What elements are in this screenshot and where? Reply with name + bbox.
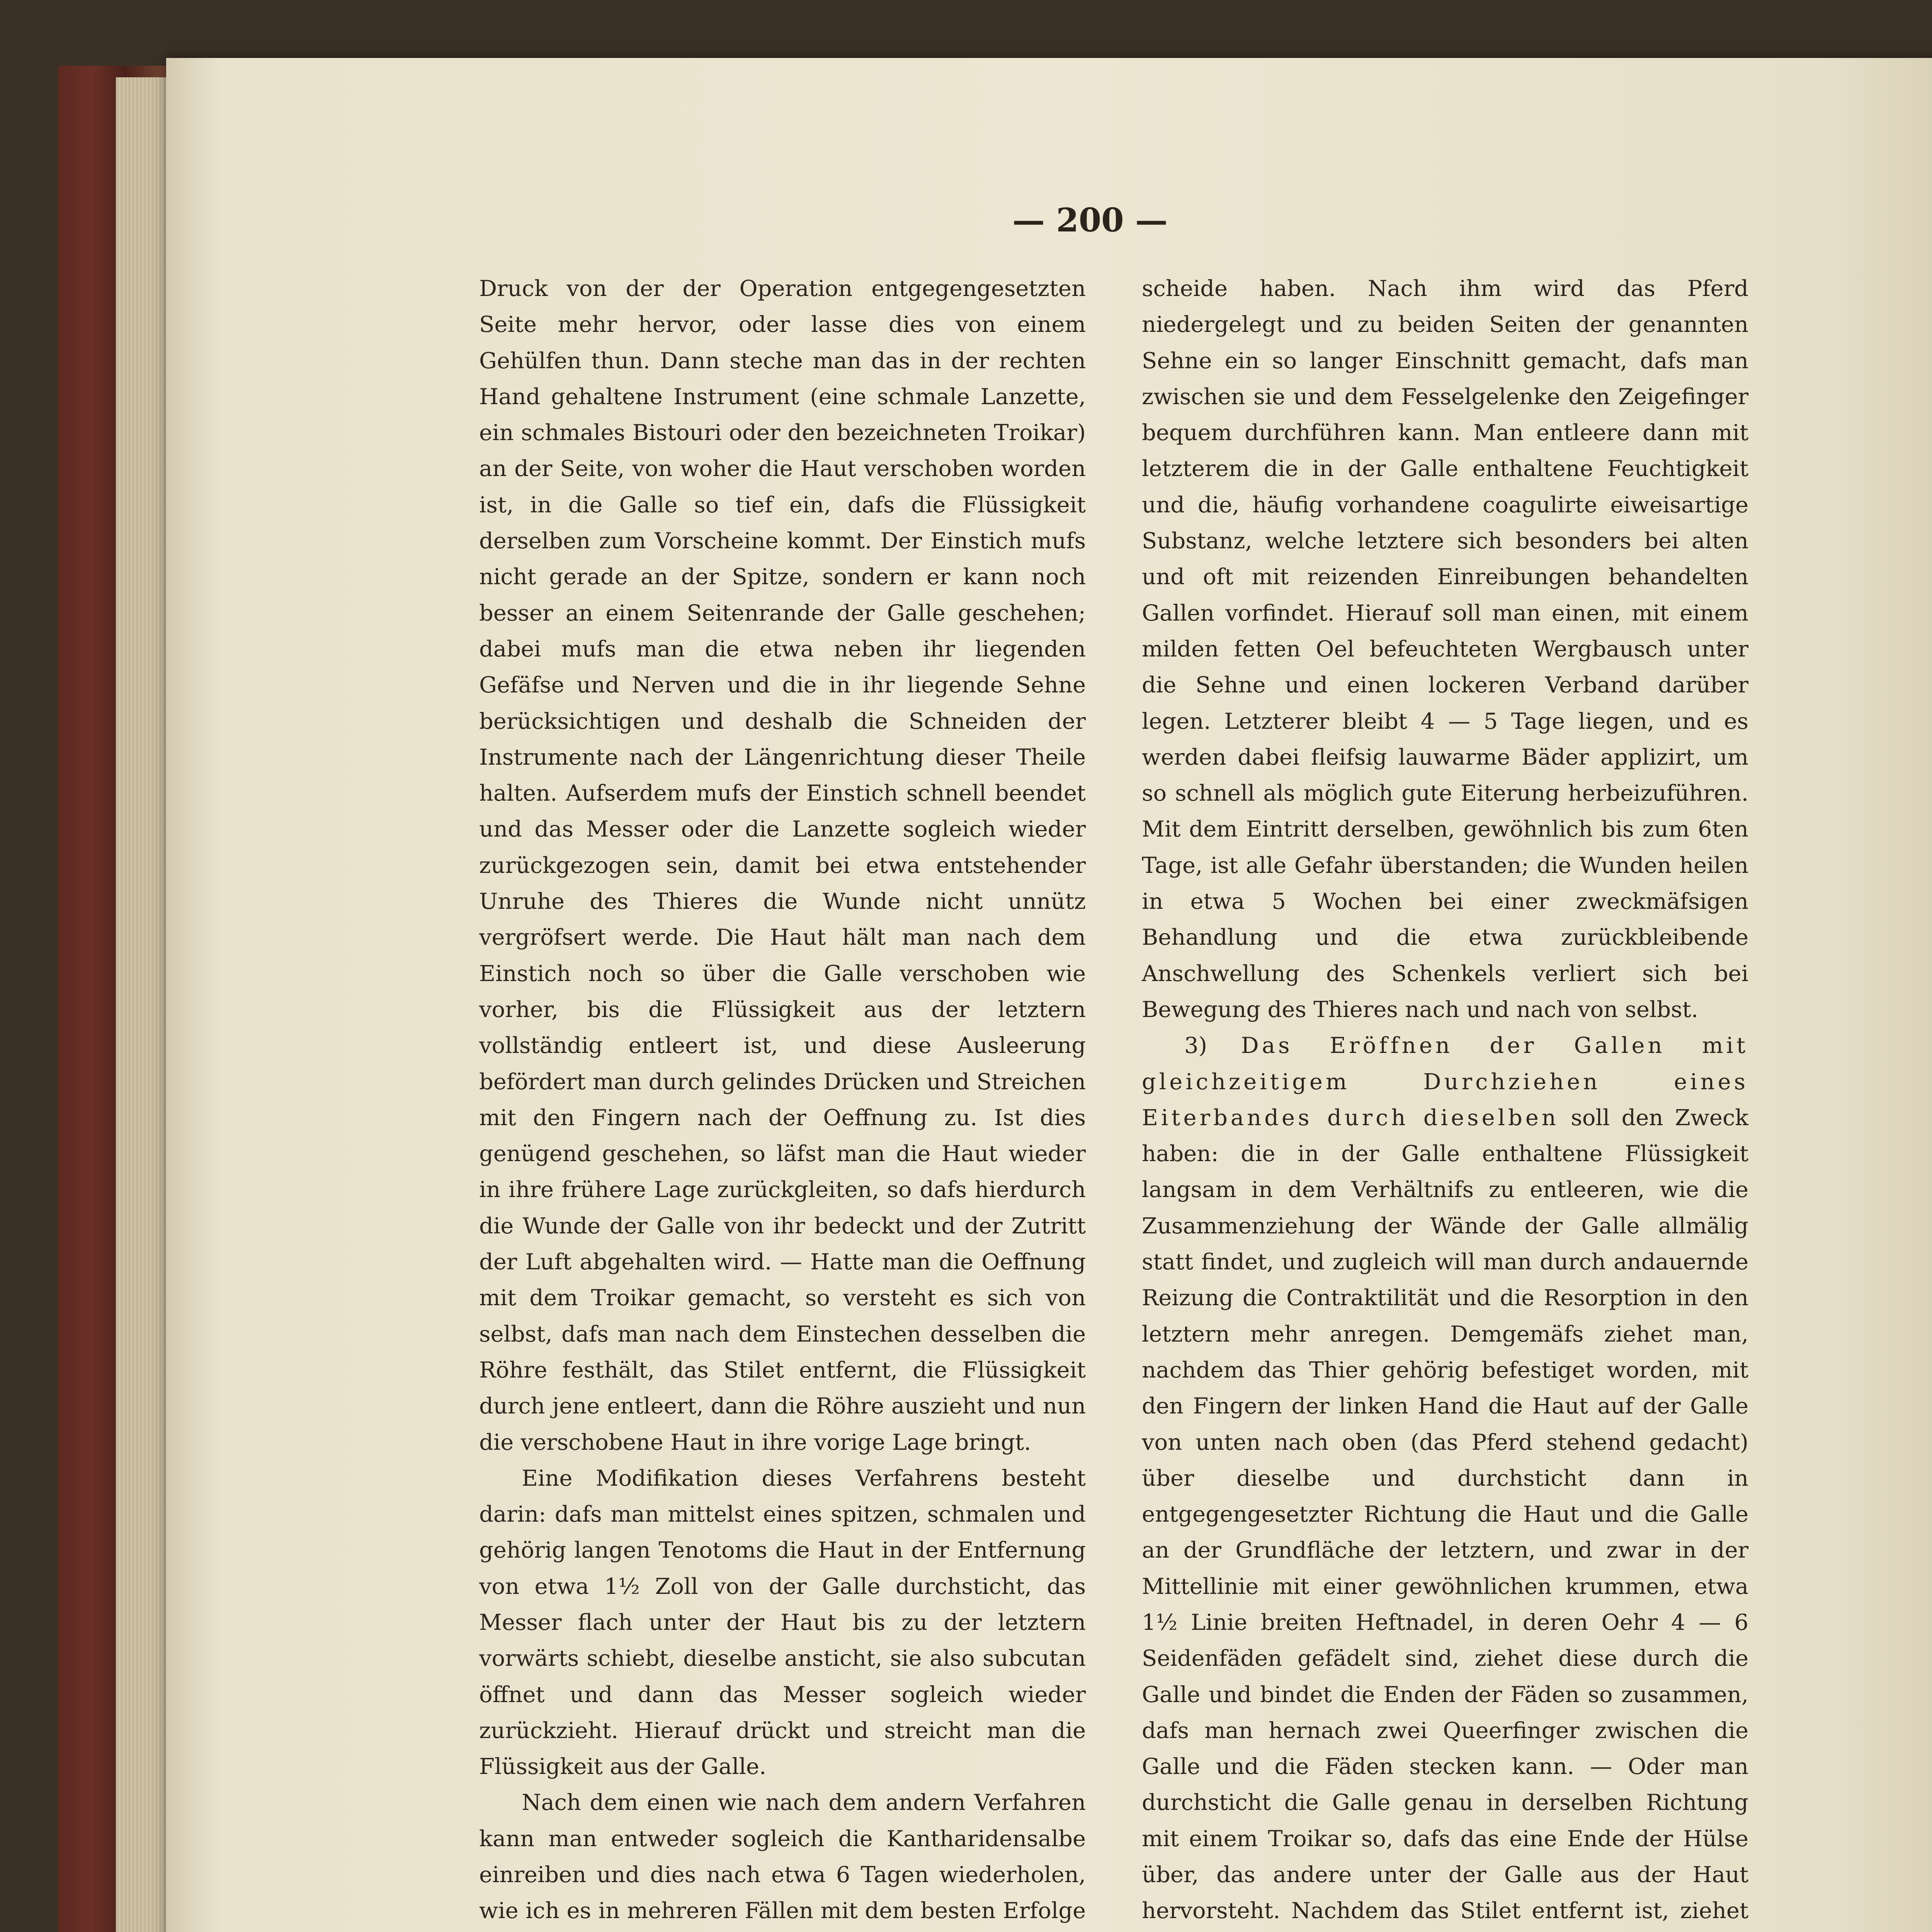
page-number: — 200 — (1012, 201, 1168, 239)
paragraph: Druck von der der Operation entgegengesetzten Seite mehr hervor, oder lasse dies von einem Gehülfen thun. Dann steche man das in der rechten Hand gehaltene Instrument (eine schmale Lanzette, ein schmales Bistouri oder den bezeichneten Troikar) an der Seite, von woher die Haut verschoben worden ist, in die Galle so tief ein, dafs die Flüssigkeit derselben zum Vorscheine kommt. Der Einstich mufs nicht gerade an der Spitze, sondern er kann noch besser an einem Seitenrande der Galle geschehen; dabei mufs man die etwa neben ihr liegenden Gefäfse und Nerven und die in ihr liegende Sehne berücksichtigen und deshalb die Schneiden der Instrumente nach der Längenrichtung dieser Theile halten. Aufserdem mufs der Einstich schnell beendet und das Messer oder die Lanzette sogleich wieder zurückgezogen sein, damit bei etwa entstehender Unruhe des Thieres die Wunde nicht unnütz vergröfsert werde. Die Haut hält man nach dem Einstich noch so über die Galle verschoben wie vorher, bis die Flüssigkeit aus der letztern vollständig entleert ist, und diese Ausleerung befördert man durch gelindes Drücken und Streichen mit den Fingern nach der Oeffnung zu. Ist dies genügend geschehen, so läfst man die Haut wieder in ihre frühere Lage zurückgleiten, so dafs hierdurch die Wunde der Galle von ihr bedeckt und der Zutritt der Luft abgehalten wird. — Hatte man die Oeffnung mit dem Troikar gemacht, so versteht es sich von selbst, dafs man nach dem Einstechen desselben die Röhre festhält, das Stilet entfernt, die Flüssigkeit durch jene entleert, dann die Röhre auszieht und nun die verschobene Haut in ihre vorige Lage bringt. (479, 276, 1086, 1455)
paragraph (1142, 1027, 1748, 1932)
section-number: 3) (1184, 1032, 1241, 1059)
paragraph: Eine Modifikation dieses Verfahrens besteht darin: dafs man mittelst eines spitzen, schmalen und gehörig langen Tenotoms die Haut in der Entfernung von etwa 1½ Zoll von der Galle durchsticht, das Messer flach unter der Haut bis zu der letztern vorwärts schiebt, dieselbe ansticht, sie also subcutan öffnet und dann das Messer sogleich wieder zurückzieht. Hierauf drückt und streicht man die Flüssigkeit aus der Galle. (479, 1465, 1086, 1780)
paragraph-text: soll den Zweck haben: die in der Galle enthaltene Flüssigkeit langsam in dem Verhältnifs zu entleeren, wie die Zusammenziehung der Wände der Galle allmälig statt findet, und zugleich will man durch andauernde Reizung die Contraktilität und die Resorption in den letztern mehr anregen. Demgemäfs ziehet man, nachdem das Thier gehörig befestiget worden, mit den Fingern der linken Hand die Haut auf der Galle von unten nach oben (das Pferd stehend gedacht) über dieselbe und durchsticht dann in entgegengesetzter Richtung die Haut und die Galle an der Grundfläche der letztern, und zwar in der Mittellinie mit einer gewöhnlichen krummen, etwa 1½ Linie breiten Heftnadel, in deren Oehr 4 — 6 Seidenfäden gefädelt sind, ziehet diese durch die Galle und bindet die Enden der Fäden so zusammen, dafs man hernach zwei Queerfinger zwischen die Galle und die Fäden stecken kann. — Oder man durchsticht die Galle genau in derselben Richtung mit einem Troikar so, dafs das eine Ende der Hülse über, das andere unter der Galle aus der Haut hervorsteht. Nachdem das Stilet entfernt ist, ziehet (1142, 1104, 1748, 1924)
paragraph: Nach dem einen wie nach dem andern Verfahren kann man entweder sogleich die Kantharidensalbe einreiben und dies nach etwa 6 Tagen wiederholen, wie ich es in mehreren Fällen mit dem besten Erfolge (479, 1789, 1086, 1924)
right-column (1142, 270, 1748, 1932)
section-heading: Das Eröffnen der Gallen mit gleichzeitigem Durchziehen eines Eiterbandes durch dieselben (1142, 1032, 1748, 1131)
left-column (479, 270, 1086, 1932)
paragraph: scheide haben. Nach ihm wird das Pferd niedergelegt und zu beiden Seiten der genannten Sehne ein so langer Einschnitt gemacht, dafs man zwischen sie und dem Fesselgelenke den Zeigefinger bequem durchführen kann. Man entleere dann mit letzterem die in der Galle enthaltene Feuchtigkeit und die, häufig vorhandene coagulirte eiweisartige Substanz, welche letztere sich besonders bei alten und oft mit reizenden Einreibungen behandelten Gallen vorfindet. Hierauf soll man einen, mit einem milden fetten Oel befeuchteten Wergbausch unter die Sehne und einen lockeren Verband darüber legen. Letzterer bleibt 4 — 5 Tage liegen, und es werden dabei fleifsig lauwarme Bäder applizirt, um so schnell als möglich gute Eiterung herbeizuführen. Mit dem Eintritt derselben, gewöhnlich bis zum 6ten Tage, ist alle Gefahr überstanden; die Wunden heilen in etwa 5 Wochen bei einer zweckmäfsigen Behandlung und die etwa zurückbleibende Anschwellung des Schenkels verliert sich bei Bewegung des Thieres nach und nach von selbst. (1142, 276, 1748, 1022)
